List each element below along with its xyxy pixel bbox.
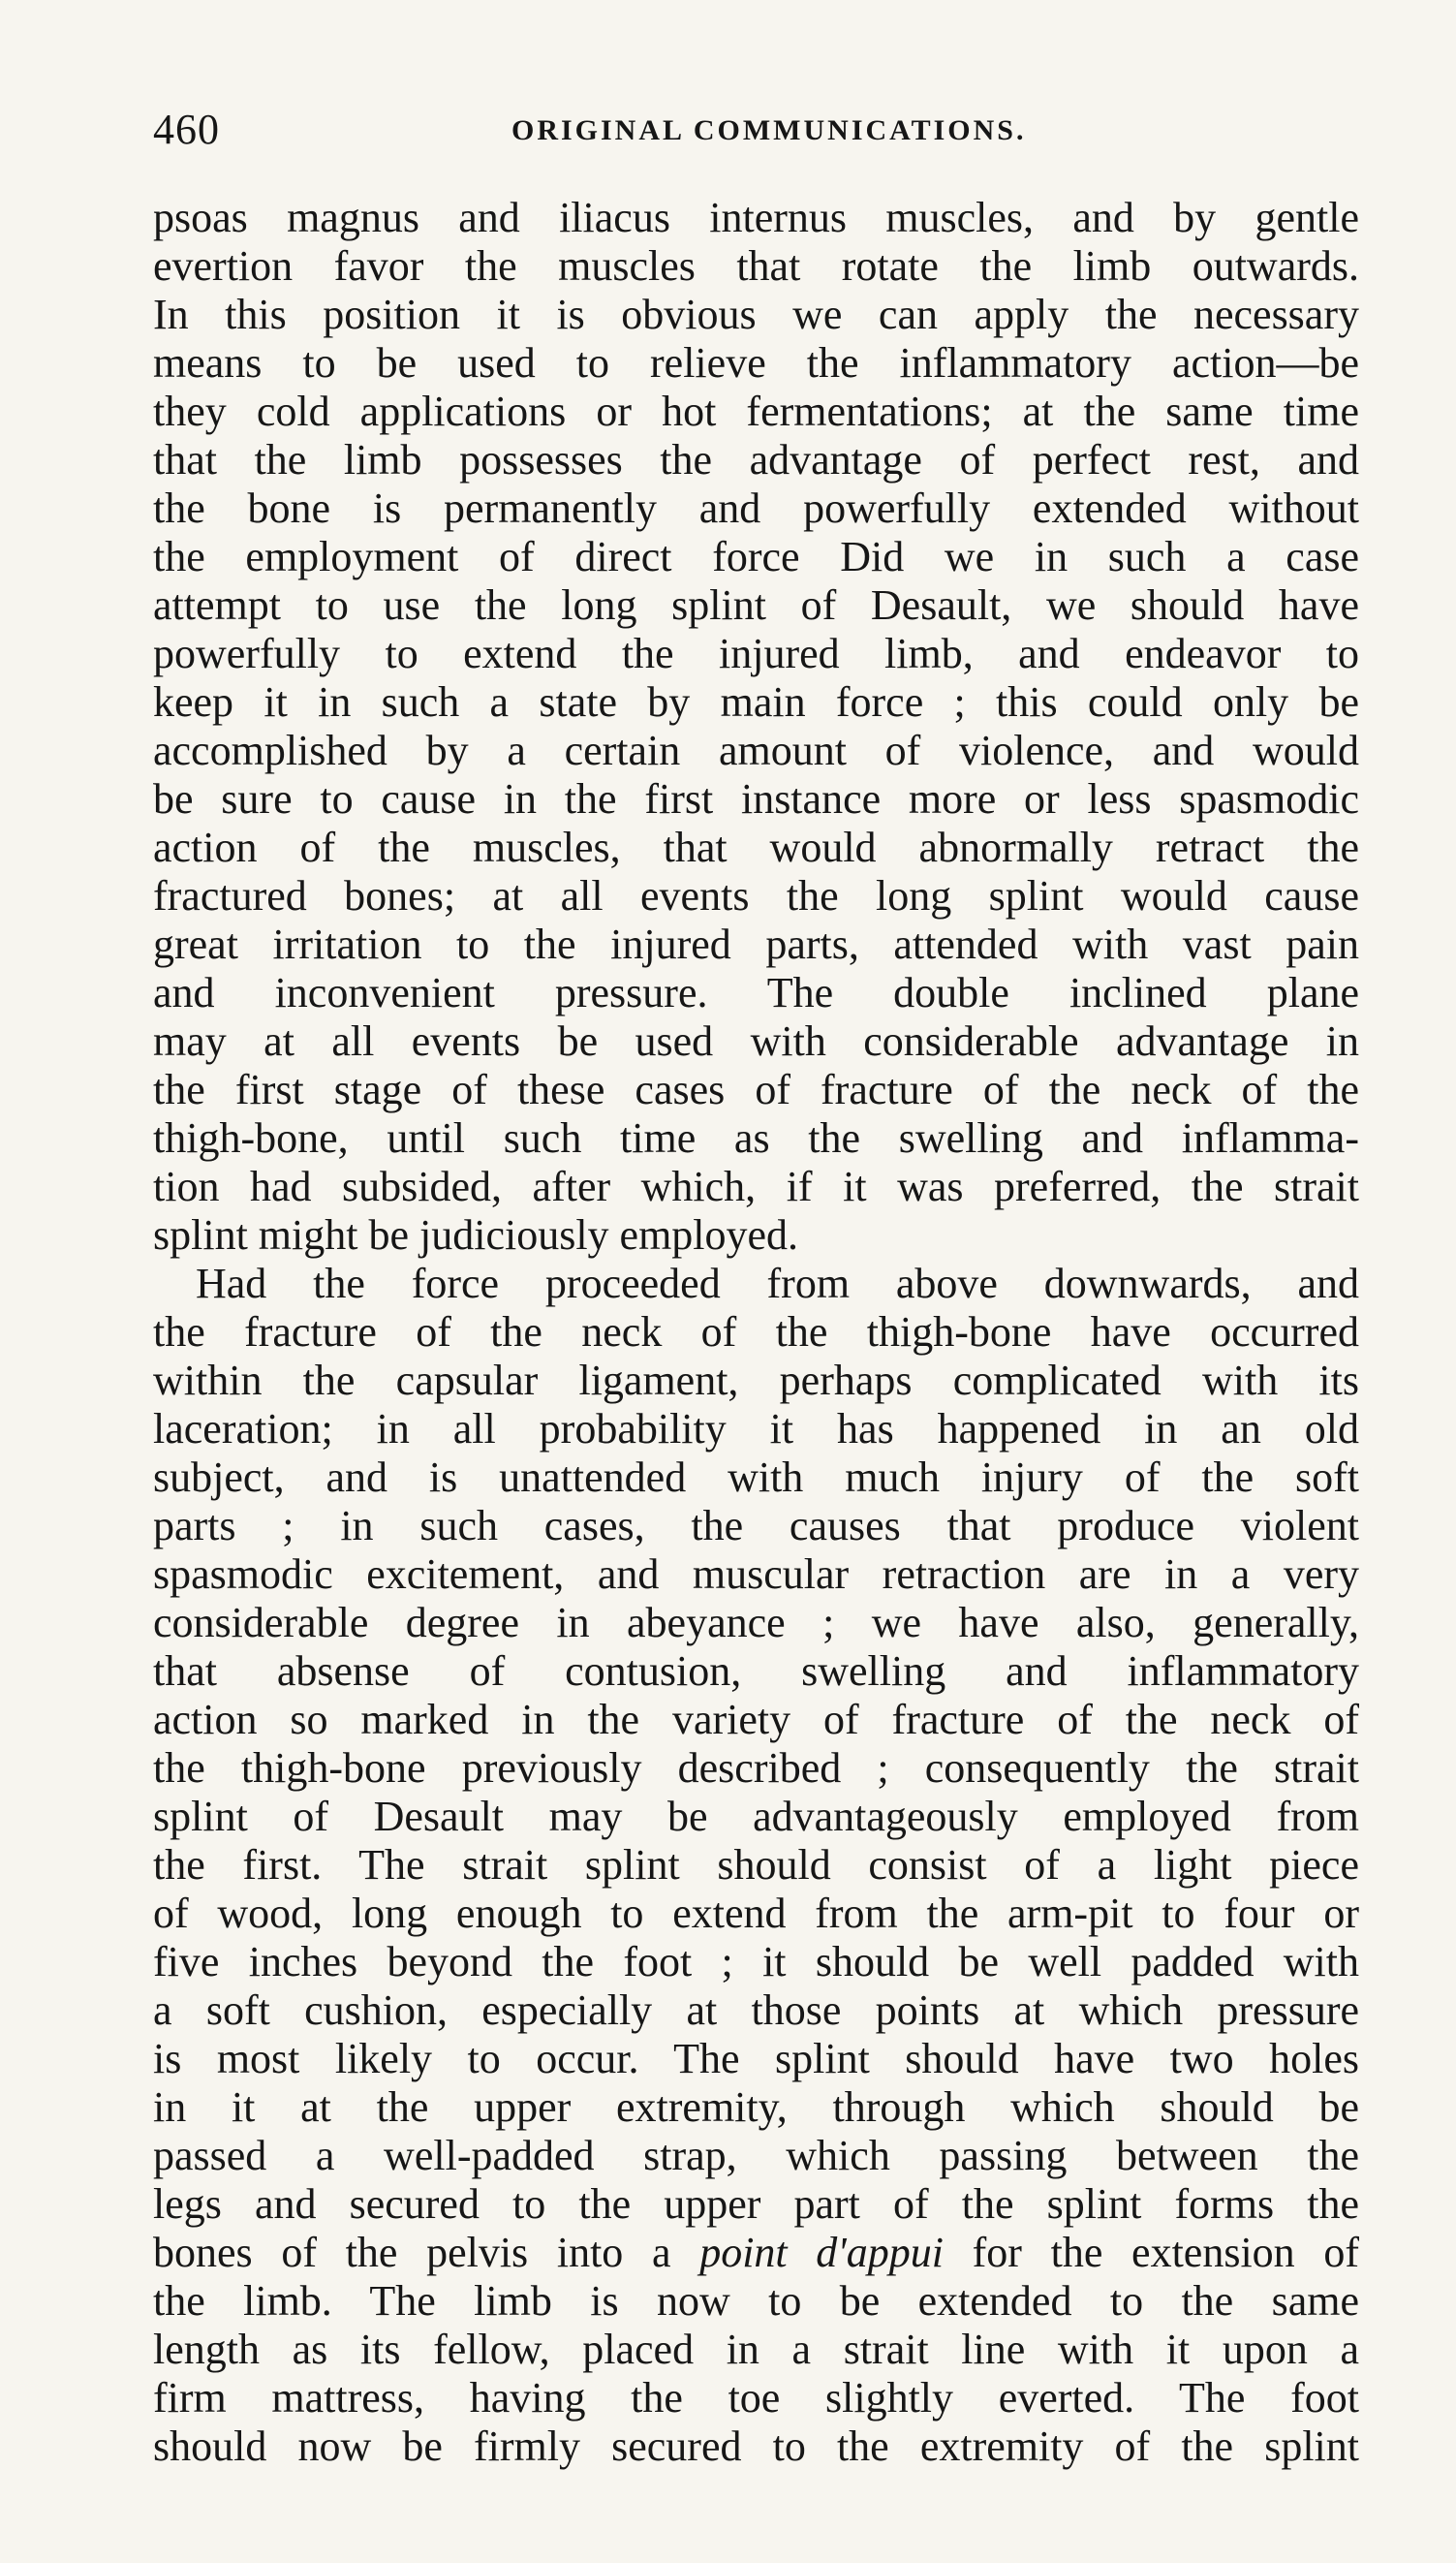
text-line-with-italic: [153, 2229, 1359, 2277]
text-line: may at all events be used with considerable advantage in: [153, 1017, 1359, 1065]
paragraph-1: [153, 194, 1359, 1260]
text-line: In this position it is obvious we can apply the necessary: [153, 291, 1359, 338]
text-line: the fracture of the neck of the thigh-bone have occurred: [153, 1308, 1359, 1356]
text-line: be sure to cause in the first instance more or less spasmodic: [153, 775, 1359, 823]
text-line: of wood, long enough to extend from the arm-pit to four or: [153, 1890, 1359, 1937]
text-line: accomplished by a certain amount of violence, and would: [153, 727, 1359, 774]
text-line: firm mattress, having the toe slightly everted. The foot: [153, 2374, 1359, 2422]
text-line: they cold applications or hot fermentations; at the same time: [153, 388, 1359, 435]
text-line: legs and secured to the upper part of the splint forms the: [153, 2180, 1359, 2228]
text-line: and inconvenient pressure. The double inclined plane: [153, 969, 1359, 1016]
text-line: the first stage of these cases of fracture of the neck of the: [153, 1066, 1359, 1113]
body-text: [153, 194, 1359, 2471]
text-line: attempt to use the long splint of Desault, we should have: [153, 581, 1359, 629]
text-line: that absense of contusion, swelling and inflammatory: [153, 1647, 1359, 1695]
text-line: means to be used to relieve the inflammatory action—be: [153, 339, 1359, 387]
text-line: subject, and is unattended with much injury of the soft: [153, 1453, 1359, 1501]
text-line: that the limb possesses the advantage of perfect rest, and: [153, 436, 1359, 484]
text-line: keep it in such a state by main force ; this could only be: [153, 678, 1359, 726]
text-line: the first. The strait splint should consist of a light piece: [153, 1841, 1359, 1889]
text-line: evertion favor the muscles that rotate the limb outwards.: [153, 242, 1359, 290]
text-line: within the capsular ligament, perhaps complicated with its: [153, 1357, 1359, 1404]
text-line: in it at the upper extremity, through which should be: [153, 2083, 1359, 2131]
text-line: the employment of direct force Did we in such a case: [153, 533, 1359, 580]
text-line: length as its fellow, placed in a strait line with it upon a: [153, 2326, 1359, 2373]
text-line: the thigh-bone previously described ; consequently the strait: [153, 1744, 1359, 1792]
italic-phrase: point d'appui: [699, 2229, 944, 2276]
text-line: fractured bones; at all events the long splint would cause: [153, 872, 1359, 920]
text-line: splint of Desault may be advantageously employed from: [153, 1793, 1359, 1840]
text-line: parts ; in such cases, the causes that produce violent: [153, 1502, 1359, 1549]
text-line: action so marked in the variety of fracture of the neck of: [153, 1696, 1359, 1743]
text-line: five inches beyond the foot ; it should be well padded with: [153, 1938, 1359, 1985]
text-line: laceration; in all probability it has happened in an old: [153, 1405, 1359, 1453]
text-segment: for the extension of: [943, 2229, 1359, 2276]
text-line: considerable degree in abeyance ; we have also, generally,: [153, 1599, 1359, 1646]
text-line: great irritation to the injured parts, attended with vast pain: [153, 921, 1359, 968]
text-line: a soft cushion, especially at those points at which pressure: [153, 1986, 1359, 2034]
text-line: action of the muscles, that would abnormally retract the: [153, 824, 1359, 871]
text-line: Had the force proceeded from above downwards, and: [196, 1260, 1359, 1307]
text-line: the bone is permanently and powerfully extended without: [153, 484, 1359, 532]
text-line: the limb. The limb is now to be extended to the same: [153, 2277, 1359, 2325]
text-line: tion had subsided, after which, if it was preferred, the strait: [153, 1163, 1359, 1210]
page-number: 460: [153, 106, 220, 153]
text-line: psoas magnus and iliacus internus muscles, and by gentle: [153, 194, 1359, 241]
text-line: powerfully to extend the injured limb, and endeavor to: [153, 630, 1359, 677]
text-line: is most likely to occur. The splint should have two holes: [153, 2035, 1359, 2082]
text-line: spasmodic excitement, and muscular retraction are in a very: [153, 1550, 1359, 1598]
text-segment: bones of the pelvis into a: [153, 2229, 700, 2276]
text-line: should now be firmly secured to the extremity of the splint: [153, 2422, 1359, 2470]
text-line: thigh-bone, until such time as the swelling and inflamma-: [153, 1114, 1359, 1162]
paragraph-2: [153, 1260, 1359, 2471]
text-line: splint might be judiciously employed.: [153, 1211, 799, 1259]
running-head: [153, 105, 1364, 163]
text-line: passed a well-padded strap, which passing between the: [153, 2132, 1359, 2179]
running-title: ORIGINAL COMMUNICATIONS.: [511, 114, 1027, 146]
